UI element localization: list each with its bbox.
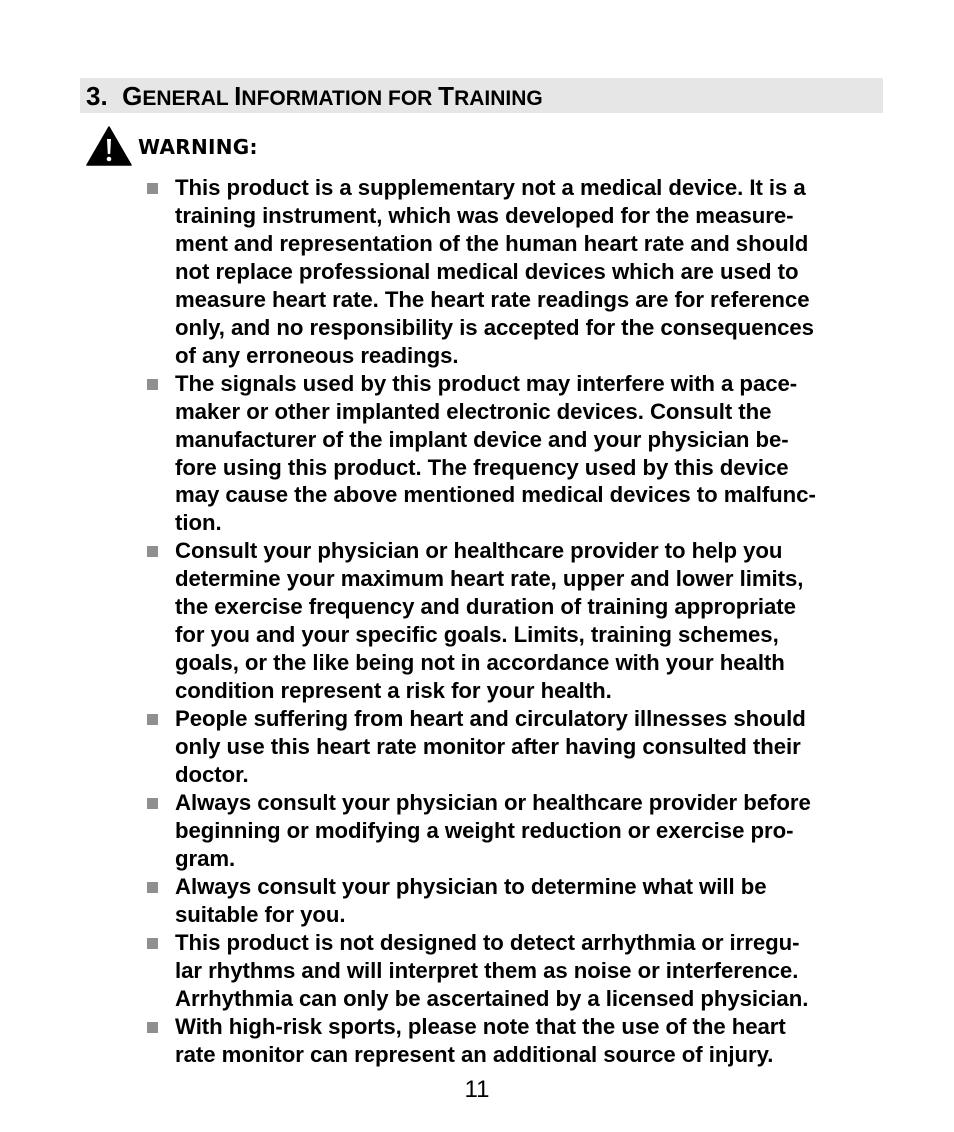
warning-item-line: measure heart rate. The heart rate readings are for reference <box>175 286 810 312</box>
warning-item <box>175 370 887 538</box>
warning-item-line: People suffering from heart and circulatory illnesses should <box>175 706 806 732</box>
warning-item-line: training instrument, which was developed for the measure- <box>175 202 794 228</box>
warning-item-line: manufacturer of the implant device and your physician be- <box>175 426 789 452</box>
warning-item <box>175 789 887 873</box>
warning-item-line: not replace professional medical devices which are used to <box>175 258 799 284</box>
warning-item <box>175 1013 887 1069</box>
warning-item-line: Always consult your physician or healthcare provider before <box>175 789 811 815</box>
warning-item-line: of any erroneous readings. <box>175 342 459 368</box>
warning-item-line: Always consult your physician to determine what will be <box>175 873 767 899</box>
warning-item-line: ment and representation of the human heart rate and should <box>175 230 809 256</box>
warning-item-line: fore using this product. The frequency used by this device <box>175 454 789 480</box>
warning-item-line: only, and no responsibility is accepted for the consequences <box>175 314 814 340</box>
warning-item-line: for you and your specific goals. Limits, training schemes, <box>175 622 779 648</box>
square-bullet-icon <box>147 1022 158 1033</box>
warning-label: WARNING: <box>138 135 258 159</box>
square-bullet-icon <box>147 938 158 949</box>
warning-item-line: determine your maximum heart rate, upper and lower limits, <box>175 566 804 592</box>
warning-item-line: goals, or the like being not in accordance with your health <box>175 650 785 676</box>
square-bullet-icon <box>147 183 158 194</box>
warning-item-line: This product is not designed to detect arrhythmia or irregu- <box>175 929 800 955</box>
warning-item-line: the exercise frequency and duration of training appropriate <box>175 594 796 620</box>
warning-item <box>175 929 887 1013</box>
warning-item-line: only use this heart rate monitor after having consulted their <box>175 734 801 760</box>
section-title: 3. GENERAL INFORMATION FOR TRAINING <box>86 81 543 111</box>
warning-item-line: tion. <box>175 510 222 536</box>
warning-item-line: gram. <box>175 845 236 871</box>
warning-item-line: This product is a supplementary not a medical device. It is a <box>175 175 806 200</box>
warning-item-line: suitable for you. <box>175 901 346 927</box>
warning-item-line: condition represent a risk for your health. <box>175 678 612 704</box>
warning-triangle-icon <box>86 126 132 166</box>
warning-item <box>175 537 887 705</box>
warning-item-line: The signals used by this product may interfere with a pace- <box>175 370 798 396</box>
warning-item <box>175 705 887 789</box>
square-bullet-icon <box>147 379 158 390</box>
warning-item-line: doctor. <box>175 762 249 788</box>
warning-item-line: Arrhythmia can only be ascertained by a licensed physician. <box>175 985 809 1011</box>
warning-item-line: rate monitor can represent an additional source of injury. <box>175 1041 774 1067</box>
square-bullet-icon <box>147 798 158 809</box>
warning-item-line: beginning or modifying a weight reduction or exercise pro- <box>175 817 794 843</box>
warning-item <box>175 873 887 929</box>
square-bullet-icon <box>147 714 158 725</box>
warning-list <box>175 174 887 1069</box>
warning-item-line: Consult your physician or healthcare provider to help you <box>175 538 783 564</box>
warning-item-line: maker or other implanted electronic devices. Consult the <box>175 398 772 424</box>
square-bullet-icon <box>147 882 158 893</box>
warning-item <box>175 174 887 370</box>
warning-item-line: may cause the above mentioned medical devices to malfunc- <box>175 482 816 508</box>
warning-item-line: With high-risk sports, please note that the use of the heart <box>175 1013 786 1039</box>
warning-item-line: lar rhythms and will interpret them as noise or interference. <box>175 957 799 983</box>
square-bullet-icon <box>147 546 158 557</box>
section-number: 3. <box>86 81 108 111</box>
page-number: 11 <box>464 1076 490 1103</box>
